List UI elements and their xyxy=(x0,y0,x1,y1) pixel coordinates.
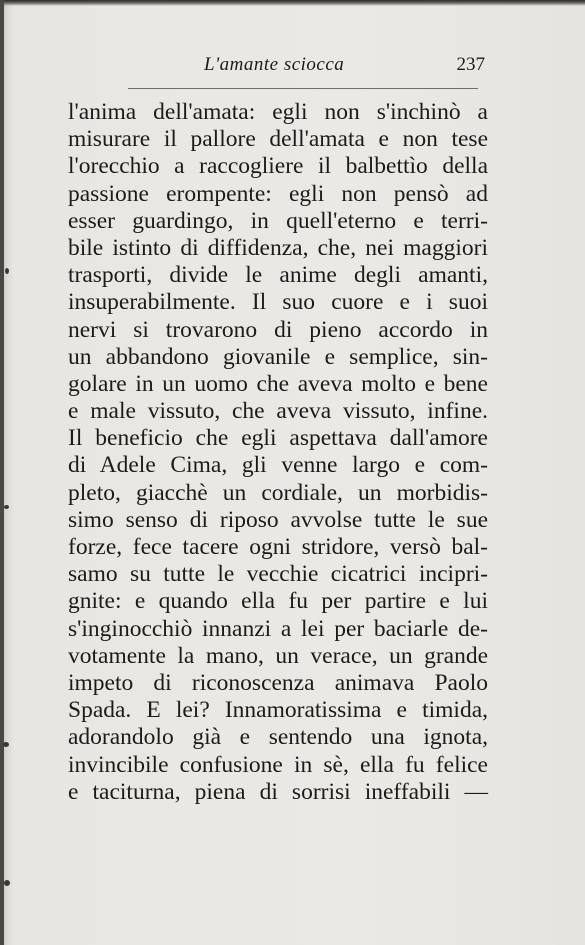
text-line: e taciturna, piena di sorrisi ineffabili — xyxy=(68,778,488,805)
page-top-edge xyxy=(0,0,585,6)
text-line: passione erompente: egli non pensò ad xyxy=(68,180,488,207)
text-line: Il beneficio che egli aspettava dall'amore xyxy=(68,425,488,452)
paper-speck xyxy=(4,880,10,886)
text-line: e male vissuto, che aveva vissuto, infine. xyxy=(68,398,488,425)
text-line: trasporti, divide le anime degli amanti, xyxy=(68,262,488,289)
text-line: l'orecchio a raccogliere il balbettìo della xyxy=(68,153,488,180)
text-line: votamente la mano, un verace, un grande xyxy=(68,642,488,669)
body-text xyxy=(68,99,488,806)
paper-speck xyxy=(5,268,9,274)
text-line: golare in un uomo che aveva molto e bene xyxy=(68,370,488,397)
page-number: 237 xyxy=(456,54,485,75)
page-header xyxy=(70,54,485,82)
text-line: simo senso di riposo avvolse tutte le sue xyxy=(68,506,488,533)
text-line: forze, fece tacere ogni stridore, versò bal- xyxy=(68,534,488,560)
text-line: di Adele Cima, gli venne largo e com- xyxy=(68,452,488,479)
text-line: esser guardingo, in quell'eterno e terri- xyxy=(68,207,488,234)
text-line: impeto di riconoscenza animava Paolo xyxy=(68,669,488,696)
text-line: gnite: e quando ella fu per partire e lui xyxy=(68,588,488,615)
text-line: misurare il pallore dell'amata e non tese xyxy=(68,126,488,153)
running-title: L'amante sciocca xyxy=(204,54,345,75)
paper-speck xyxy=(4,505,9,509)
text-line: samo su tutte le vecchie cicatrici incipri- xyxy=(68,561,488,588)
page-binding-edge xyxy=(0,0,4,945)
text-line: s'inginocchiò innanzi a lei per baciarle de- xyxy=(68,615,488,642)
text-line: un abbandono giovanile e semplice, sin- xyxy=(68,343,488,370)
text-line: pleto, giacchè un cordiale, un morbidis- xyxy=(68,479,488,506)
text-line: adorandolo già e sentendo una ignota, xyxy=(68,724,488,751)
text-line: nervi si trovarono di pieno accordo in xyxy=(68,316,488,343)
text-line: Spada. E lei? Innamoratissima e timida, xyxy=(68,697,488,724)
text-line: bile istinto di diffidenza, che, nei maggiori xyxy=(68,234,488,261)
header-rule xyxy=(128,88,478,89)
text-line: l'anima dell'amata: egli non s'inchinò a xyxy=(68,99,488,125)
text-line: insuperabilmente. Il suo cuore e i suoi xyxy=(68,289,488,316)
paper-speck xyxy=(3,742,9,747)
text-line: invincibile confusione in sè, ella fu felice xyxy=(68,751,488,778)
